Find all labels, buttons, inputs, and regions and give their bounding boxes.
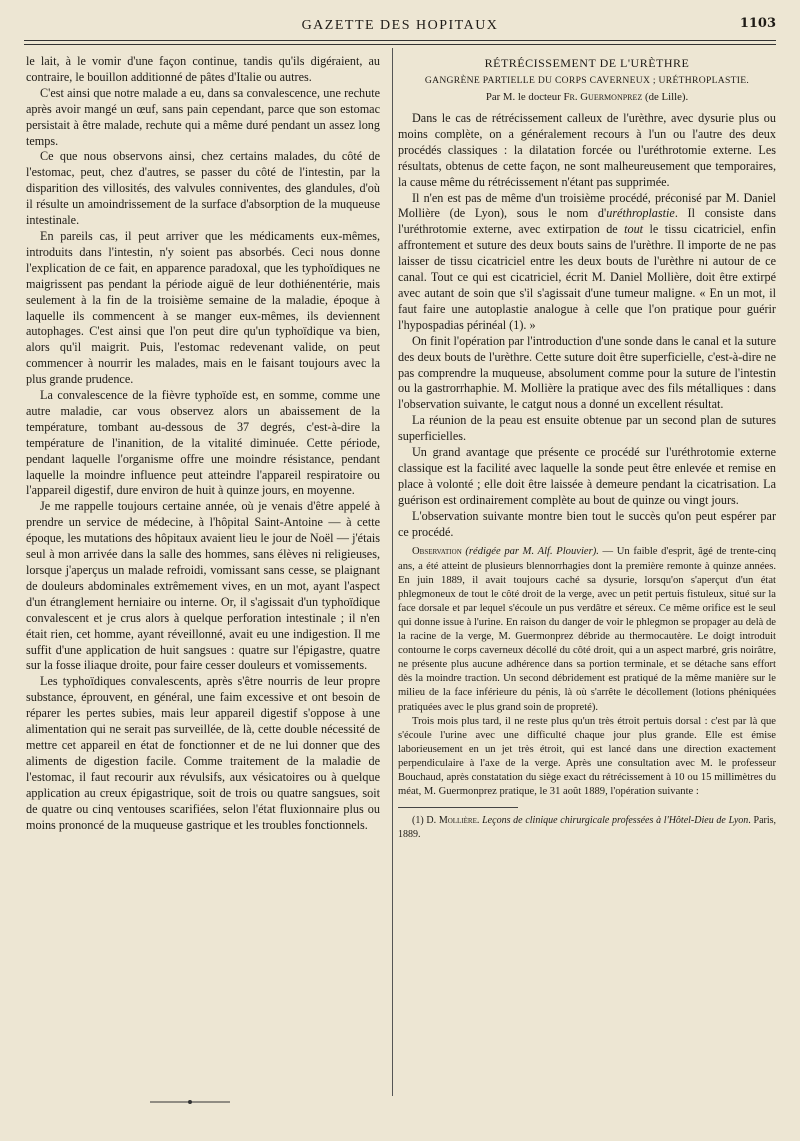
- right-paragraph-6: L'observation suivante montre bien tout le succès qu'on peut espérer par ce procédé.: [398, 508, 776, 539]
- header-rule: [24, 40, 776, 41]
- right-paragraph-2b: . Il consiste dans l'uréthrotomie externe, avec extirpation de: [398, 206, 776, 237]
- right-paragraph-4: La réunion de la peau est ensuite obtenue par un second plan de sutures superficielles.: [398, 413, 776, 444]
- right-column: [398, 54, 776, 1094]
- column-divider: [392, 48, 393, 1096]
- right-paragraph-2: [398, 191, 776, 334]
- footnote-book-title: Leçons de clinique chirurgicale professées à l'Hôtel-Dieu de Lyon: [482, 815, 749, 827]
- footnote: [398, 814, 776, 841]
- author-name: Fr. Guermonprez: [563, 91, 643, 103]
- left-paragraph-4: En pareils cas, il peut arriver que les médicaments eux-mêmes, introduits dans l'intestin, n'y soient pas absorbés. Ceci nous donne l'explication de ce fait, en apparence paradoxal, que les typhoïdiques ne maigrissent pas pendant la période aiguë de leur dothiénentérie, mais seulement à la fin de la troisième semaine de la maladie, époque à laquelle ils commencent à se manger eux-mêmes, ils deviennent autophages. C'est ainsi que l'on peut dire qu'un typhoïdique va bien, alors qu'il maigrit. Puis, l'estomac redevenant valide, on peut commencer à nourrir les malades, mais en le faisant toujours avec la plus grande prudence.: [26, 228, 380, 387]
- observation-redigee: (rédigée par M. Alf. Plouvier).: [465, 546, 599, 558]
- left-paragraph-6: Je me rappelle toujours certaine année, où je venais d'être appelé à prendre un service de médecine, à l'hôpital Saint-Antoine — à cette époque, les mutations des hôpitaux avaient lieu le jour de Noël — j'étais seul à mon arrivée dans la salle des hommes, sans élèves ni religieuses, lorsque j'aperçus un malade refroidi, vomissant sans cesse, se plaignant de douleurs abdominales extrêmement vives, en un mot, ayant l'aspect d'un étranglement herniaire ou interne. Or, il s'agissait d'un typhoïdique convalescent et je crus alors à quelque perforation intestinale ; il n'en était rien, cet homme, ayant réveillonné, avait eu une indigestion. Il me suffit d'une application de huit sangsues : quatre sur l'épigastre, quatre sur la fosse iliaque droite, pour faire cesser douleurs et vomissements.: [26, 499, 380, 673]
- left-paragraph-1: le lait, à le vomir d'une façon continue, tandis qu'ils digéraient, au contraire, le bouillon additionné de pâtes d'Italie ou autres.: [26, 54, 380, 84]
- footnote-sep: .: [476, 815, 483, 827]
- observation-paragraph: [398, 545, 776, 714]
- left-column: [26, 54, 380, 1094]
- left-paragraph-2: C'est ainsi que notre malade a eu, dans sa convalescence, une rechute après avoir mangé un œuf, sans pain cependant, parce que son estomac persistait à être malade, rechute qui a même duré pendant un assez long temps.: [26, 85, 380, 148]
- footnote-author: Mollière: [438, 815, 477, 827]
- right-paragraph-2a: Il n'en est pas de même d'un troisième procédé, préconisé par M. Daniel Mollière (de Lyon), sous le nom d': [398, 190, 776, 221]
- footnote-rule: [398, 807, 518, 808]
- article-subtitle: GANGRÈNE PARTIELLE DU CORPS CAVERNEUX ; URÉTHROPLASTIE.: [424, 75, 750, 86]
- end-ornament-icon: [150, 1099, 230, 1105]
- header-rule-second: [24, 44, 776, 45]
- author-prefix: Par M. le docteur: [485, 91, 561, 103]
- footnote-end: . Paris, 1889.: [398, 815, 776, 840]
- observation-text: — Un faible d'esprit, âgé de trente-cinq ans, a été atteint de plusieurs blennorrhagies dont la première remonte à quinze années. En juin 1889, il avait toujours caché sa dysurie, lorsqu'on s'aperçut d'un état phlegmoneux de tout le côté droit de la verge, avec un petit pertuis fistuleux, situé sur la face dorsale et par lequel s'écoule un pus verdâtre et séreux. Ce même orifice est le seul qui donne issue à l'urine. En raison du danger de voir le phlegmon se propager au delà de la racine de la verge, M. Guermonprez débride au thermocautère. Le doigt introduit contourne le corps caverneux décollé du côté droit, qui a un aspect marbré, gris noirâtre, ne présente plus aucune adhérence dans sa portion terminale, et se détache sans effort dès la moindre traction. Un second débridement est pratiqué de la même manière sur le milieu de la face inférieure du pénis, là où s'arrête le décollement (lotions phéniquées pratiquées avec le plus grand soin de propreté).: [398, 546, 776, 713]
- author-suffix: (de Lille).: [644, 91, 689, 103]
- term-urethroplastie: uréthroplastie: [606, 206, 675, 221]
- left-paragraph-7: Les typhoïdiques convalescents, après s'être nourris de leur propre substance, éprouvent, en général, une faim excessive et ont besoin de réparer les pertes subies, mais leur appareil digestif s'oppose à une alimentation qui ne serait pas surveillée, de là, cette double nécessité de mettre cet appareil en état de fonctionner et de ne lui donner que des aliments de digestion facile. Comme traitement de la maladie de l'estomac, il faut recourir aux révulsifs, aux vésicatoires ou à quelque application au creux épigastrique, soit de trois ou quatre sangsues, soit de quatre ou cinq ventouses scarifiées, selon l'état fluxionnaire plus ou moins prononcé de la muqueuse gastrique et les troubles fonctionnels.: [26, 674, 380, 832]
- right-paragraph-5: Un grand avantage que présente ce procédé sur l'uréthrotomie externe classique est la facilité avec laquelle la sonde peut être enlevée et remise en place à volonté ; elle doit être laissée à demeure pendant la cicatrisation. La guérison est ordinairement complète au bout de quinze ou vingt jours.: [398, 445, 776, 507]
- right-paragraph-3: On finit l'opération par l'introduction d'une sonde dans le canal et la suture des deux bouts de l'urèthre. Cette suture doit être superficielle, c'est-à-dire ne pas comprendre la muqueuse, absolument comme pour la suture de l'intestin ou la gastrorrhaphie. M. Mollière la pratique avec des fils métalliques : dans l'observation suivante, le catgut nous a donné un excellent résultat.: [398, 333, 776, 412]
- left-paragraph-3: Ce que nous observons ainsi, chez certains malades, du côté de l'estomac, peut, chez d'autres, se passer du côté de l'intestin, par la disparition des villosités, des valvules conniventes, des glandules, d'où il résulte un amoindrissement de la surface d'absorption de la muqueuse intestinale.: [26, 149, 380, 228]
- right-paragraph-2c: le tissu cicatriciel, enfin affrontement et suture des deux bouts sains de l'urèthre. Il importe de ne pas laisser de tissu cicatriciel entre les deux bouts de l'urèthre ni autour de ce canal. Tout ce qui est cicatriciel, écrit M. Daniel Mollière, doit être extirpé avec autant de soin que s'il s'agissait d'une tumeur maligne. « En un mot, il faut faire une autoplastie analogue à celle que l'on pratique pour guérir l'hypospadias périnéal (1). »: [398, 222, 776, 332]
- article-author: [398, 91, 776, 103]
- article-title: RÉTRÉCISSEMENT DE L'URÈTHRE: [484, 56, 690, 70]
- left-paragraph-5: La convalescence de la fièvre typhoïde est, en somme, comme une autre maladie, car vous observez alors un abaissement de la température, tombant au-dessous de 37 degrés, c'est-à-dire la température de l'inanition, de la vitalité diminuée. Cette période, pendant laquelle l'organisme offre une moindre résistance, pendant laquelle la moindre influence peut atteindre l'appareil respiratoire ou l'appareil digestif, dure environ de huit à quinze jours, en moyenne.: [26, 388, 380, 498]
- page-header: [24, 12, 776, 40]
- journal-title: GAZETTE DES HOPITAUX: [301, 18, 499, 33]
- observation-followup: Trois mois plus tard, il ne reste plus qu'un très étroit pertuis dorsal : c'est par là que s'écoule l'urine avec une difficulté chaque jour plus grande. Elle est émise laborieusement en un jet très étroit, qui est lancé dans une direction exactement perpendiculaire à l'axe de la verge. Après une consultation avec M. le professeur Bouchaud, après constatation du siège exact du rétrécissement à 10 ou 15 millimètres du méat, M. Guermonprez pratique, le 31 août 1889, l'opération suivante :: [398, 715, 776, 798]
- page-number: 1103: [739, 16, 776, 31]
- right-paragraph-1: Dans le cas de rétrécissement calleux de l'urèthre, avec dysurie plus ou moins complète, on a généralement recours à l'un ou l'autre des deux procédés classiques : la dilatation forcée ou l'uréthrotomie externe. Les résultats, obtenus de cette façon, ne sont malheureusement que temporaires, la cause même du rétrécissement n'étant pas supprimée.: [398, 111, 776, 189]
- footnote-number: (1) D.: [412, 815, 439, 827]
- term-tout: tout: [624, 222, 644, 237]
- observation-label: Observation: [412, 546, 462, 558]
